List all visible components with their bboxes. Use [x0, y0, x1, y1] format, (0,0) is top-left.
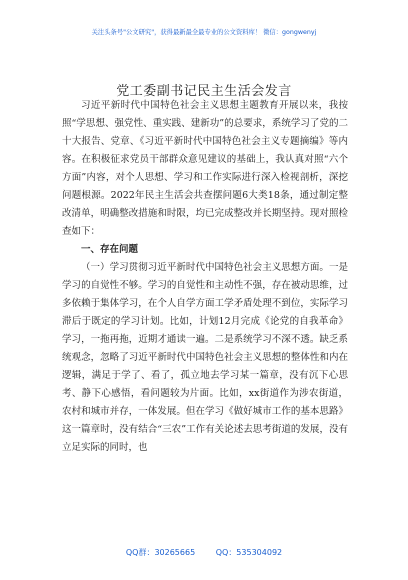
document-title: 党工委副书记民主生活会发言: [116, 84, 292, 99]
header-note: 关注头条号"公文研究"，获得最新最全最专业的公文资料库！ 微信：gongwenyj: [91, 29, 317, 36]
intro-paragraph: 习近平新时代中国特色社会主义思想主题教育开展以来，我按照“学思想、强党性、重实践、建新功”的总要求，系统学习了党的二十大报告、党章、《习近平新时代中国特色社会主义专题摘编》等内容。在积极征求党员干部群众意见建议的基础上，我认真对照“六个方面”内容，对个人思想、学习和工作实际进行深入检视剖析，深挖问题根源。2022年民主生活会共查摆问题6大类18条，通过制定整改清单，明确整改措施和时限，均已完成整改并长期坚持。现对照检查如下：: [62, 100, 348, 237]
document-body: [62, 97, 348, 457]
qq-group-text: QQ群：30265665: [125, 548, 196, 557]
qq-text: QQ：535304092: [215, 548, 283, 557]
footer-contact: [0, 547, 408, 558]
section-heading: 一、存在问题: [81, 244, 139, 255]
subsection-paragraph: （一）学习贯彻习近平新时代中国特色社会主义思想方面。一是学习的自觉性不够。学习的自觉性和主动性不强，存在被动思维，过多依赖于集体学习，在个人自学方面工学矛盾处理不到位，实际学习滞后于既定的学习计划。比如，计划12月完成《论党的自我革命》学习，一拖再拖，近期才通读一遍。二是系统学习不深不透。缺乏系统观念，忽略了习近平新时代中国特色社会主义思想的整体性和内在逻辑，满足于学了、看了，孤立地去学习某一篇章，没有沉下心思考、静下心感悟，看问题较为片面。比如，xx街道作为涉农街道，农村和城市并存，一体发展。但在学习《做好城市工作的基本思路》这一篇章时，没有结合“三农”工作有关论述去思考街道的发展，没有立足实际的同时，也: [62, 262, 348, 453]
